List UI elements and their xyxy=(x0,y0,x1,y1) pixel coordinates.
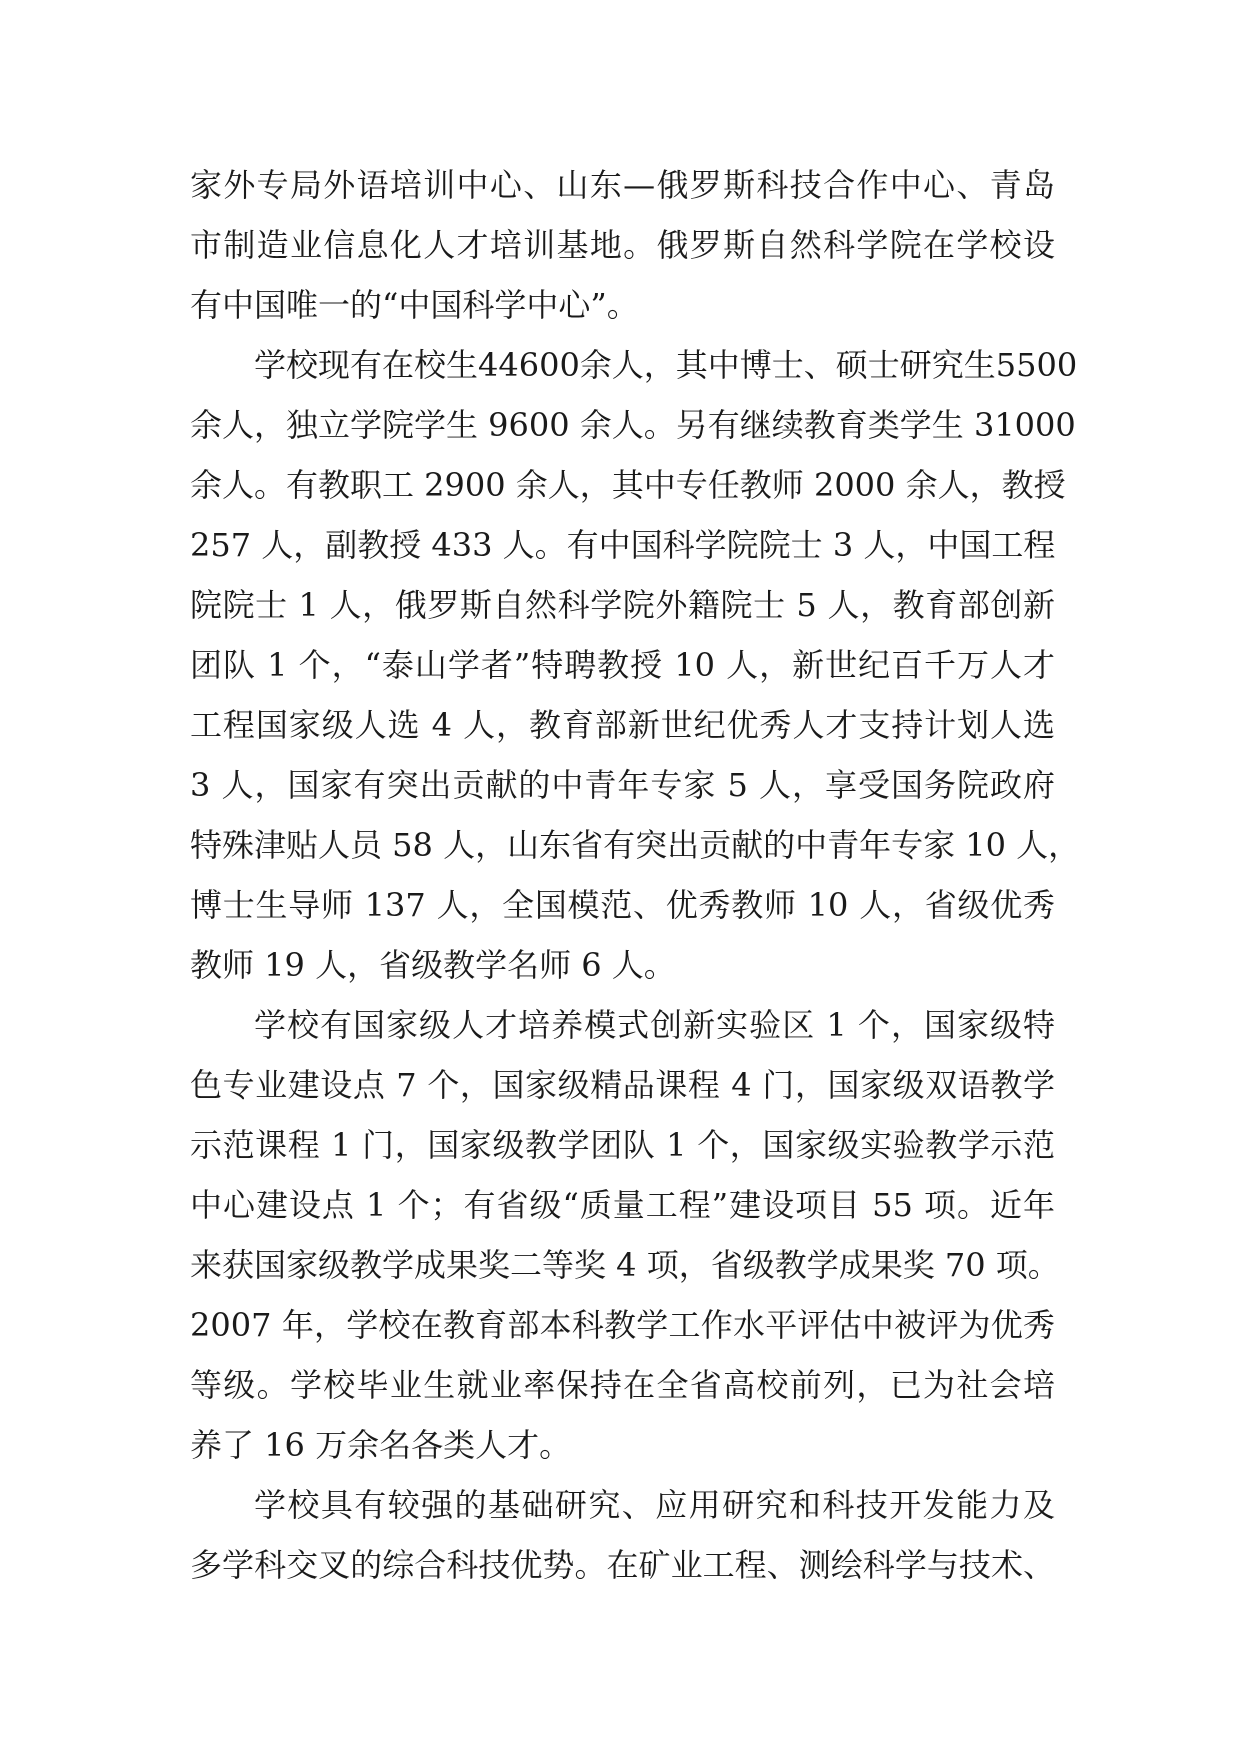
text-line: 学校现有在校生44600余人，其中博士、硕士研究生5500 xyxy=(254,346,1078,384)
text-line: 团队 1 个，“泰山学者”特聘教授 10 人，新世纪百千万人才 xyxy=(190,646,1055,684)
text-line: 2007 年，学校在教育部本科教学工作水平评估中被评为优秀 xyxy=(190,1306,1055,1344)
text-line: 有中国唯一的“中国科学中心”。 xyxy=(190,286,639,324)
text-line: 余人。有教职工 2900 余人，其中专任教师 2000 余人，教授 xyxy=(190,466,1066,504)
text-line: 教师 19 人，省级教学名师 6 人。 xyxy=(190,946,676,984)
text-line: 示范课程 1 门，国家级教学团队 1 个，国家级实验教学示范 xyxy=(190,1126,1055,1164)
text-line: 工程国家级人选 4 人，教育部新世纪优秀人才支持计划人选 xyxy=(190,706,1055,744)
text-line: 学校具有较强的基础研究、应用研究和科技开发能力及 xyxy=(254,1486,1055,1524)
paragraph xyxy=(190,155,1055,335)
text-line: 来获国家级教学成果奖二等奖 4 项，省级教学成果奖 70 项。 xyxy=(190,1246,1060,1284)
text-line: 院院士 1 人，俄罗斯自然科学院外籍院士 5 人，教育部创新 xyxy=(190,586,1055,624)
text-line: 市制造业信息化人才培训基地。俄罗斯自然科学院在学校设 xyxy=(190,226,1055,264)
text-line: 余人，独立学院学生 9600 余人。另有继续教育类学生 31000 xyxy=(190,406,1076,444)
paragraph xyxy=(190,335,1081,995)
text-line: 257 人，副教授 433 人。有中国科学院院士 3 人，中国工程 xyxy=(190,526,1056,564)
text-line: 等级。学校毕业生就业率保持在全省高校前列，已为社会培 xyxy=(190,1366,1055,1404)
text-line: 多学科交叉的综合科技优势。在矿业工程、测绘科学与技术、 xyxy=(190,1546,1055,1584)
text-line: 色专业建设点 7 个，国家级精品课程 4 门，国家级双语教学 xyxy=(190,1066,1055,1104)
text-line: 学校有国家级人才培养模式创新实验区 1 个，国家级特 xyxy=(254,1006,1055,1044)
paragraph xyxy=(190,995,1060,1475)
text-line: 养了 16 万余名各类人才。 xyxy=(190,1426,572,1464)
text-line: 博士生导师 137 人，全国模范、优秀教师 10 人，省级优秀 xyxy=(190,886,1055,924)
text-line: 中心建设点 1 个；有省级“质量工程”建设项目 55 项。近年 xyxy=(190,1186,1055,1224)
text-line: 3 人，国家有突出贡献的中青年专家 5 人，享受国务院政府 xyxy=(190,766,1055,804)
paragraph xyxy=(190,1475,1055,1595)
document-body xyxy=(190,155,1081,1595)
text-line: 家外专局外语培训中心、山东—俄罗斯科技合作中心、青岛 xyxy=(190,166,1055,204)
text-line: 特殊津贴人员 58 人，山东省有突出贡献的中青年专家 10 人， xyxy=(190,826,1081,864)
